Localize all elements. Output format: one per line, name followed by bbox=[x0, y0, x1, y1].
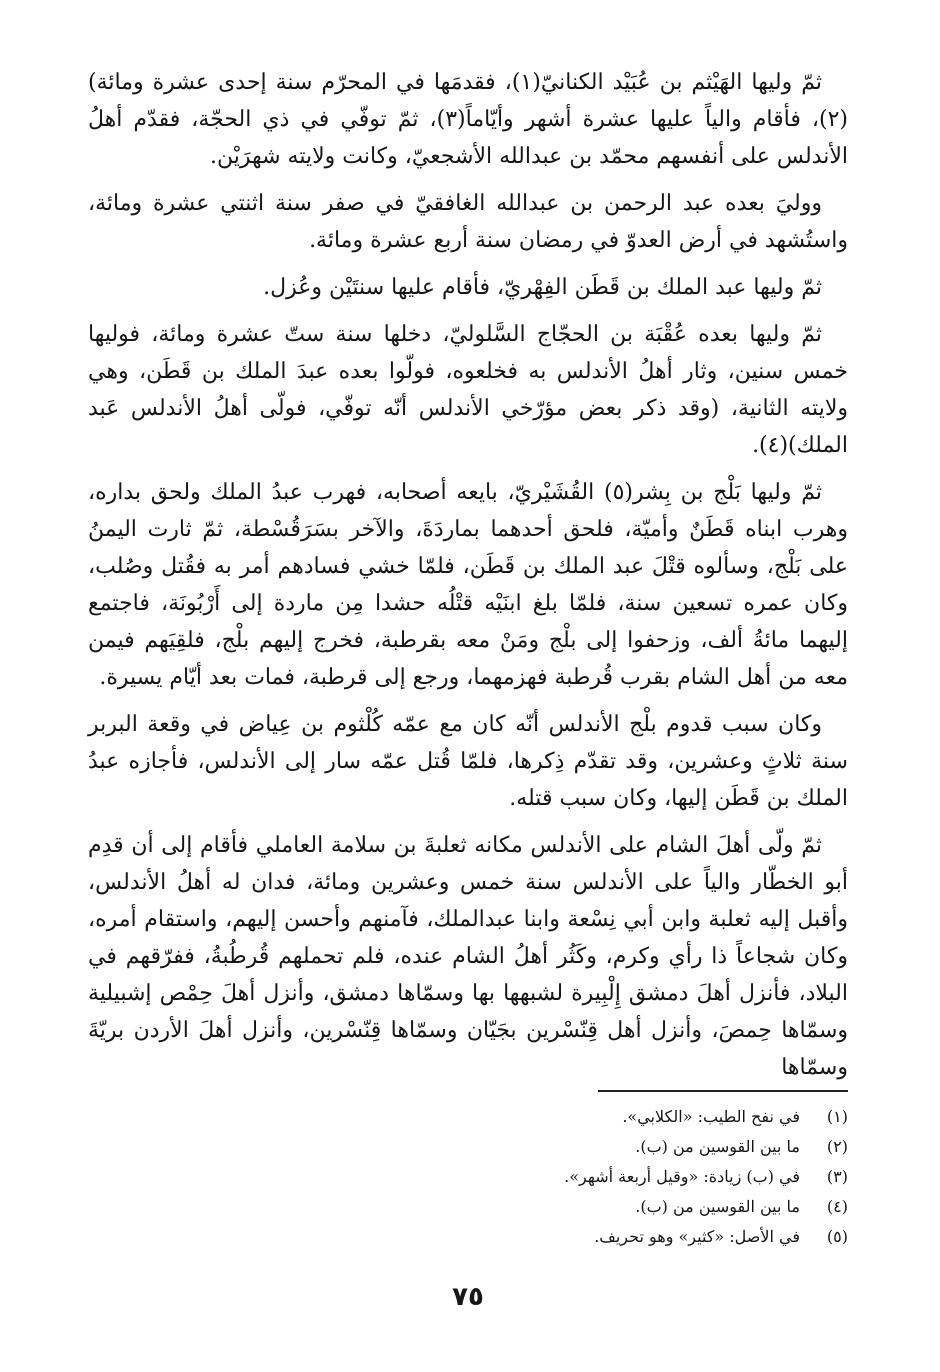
paragraph-1: ثمّ وليها الهَيْثم بن عُبَيْد الكنانيّ(١)، فقدمَها في المحرّم سنة إحدى عشرة ومائة)(٢)، فأقام والياً عليها عشرة أشهر وأيّاماً(٣)، ثمّ توفّي في ذي الحجّة، فقدّم أهلُ الأندلس على أنفسهم محمّد بن عبدالله الأشجعيّ، وكانت ولايته شهرَيْن. bbox=[88, 70, 848, 169]
footnote-text: في نفح الطيب: «الكلابي». bbox=[622, 1107, 800, 1126]
footnote-item bbox=[88, 1222, 848, 1252]
footnote-text: في الأصل: «كثير» وهو تحريف. bbox=[594, 1227, 800, 1246]
footnote-divider bbox=[598, 1090, 848, 1092]
footnote-number: (١) bbox=[826, 1107, 848, 1126]
footnote-item bbox=[88, 1102, 848, 1132]
footnote-number: (٢) bbox=[826, 1137, 848, 1156]
footnote-item bbox=[88, 1192, 848, 1222]
footnote-number: (٤) bbox=[826, 1197, 848, 1216]
paragraph-3: ثمّ وليها عبد الملك بن قَطَن الفِهْريّ، فأقام عليها سنتَيْن وعُزل. bbox=[263, 275, 822, 300]
paragraph-4: ثمّ وليها بعده عُقْبَة بن الحجّاج السَّلوليّ، دخلها سنة ستّ عشرة ومائة، فوليها خمس سنين، وثار أهلُ الأندلس به فخلعوه، فولّوا بعده عبدَ الملك بن قَطَن، وهي ولايته الثانية، (وقد ذكر بعض مؤرّخي الأندلس أنّه توفّي، فولّى أهلُ الأندلس عَبد الملك)(٤). bbox=[88, 322, 848, 458]
footnotes-list bbox=[88, 1102, 848, 1252]
footnote-item bbox=[88, 1132, 848, 1162]
page-number: ٧٥ bbox=[452, 1282, 484, 1312]
paragraph-2: ووليَ بعده عبد الرحمن بن عبدالله الغافقيّ في صفر سنة اثنتي عشرة ومائة، واستُشهد في أرض العدوّ في رمضان سنة أربع عشرة ومائة. bbox=[88, 191, 848, 253]
paragraph-5: ثمّ وليها بَلْج بن بِشر(٥) القُشَيْريّ، بايعه أصحابه، فهرب عبدُ الملك ولحق بداره، وهرب ابناه قَطَنٌ وأميّة، فلحق أحدهما بماردَةَ، والآخر بسَرَقُسْطة، ثمّ ثارت اليمنُ على بَلْج، وسألوه قتْلَ عبد الملك بن قَطَن، فلمّا خشي فسادهم أمر به فقُتل وصُلب، وكان عمره تسعين سنة، فلمّا بلغ ابنَيْه قتْلُه حشدا مِن ماردة إلى أَرْبُونَة، فاجتمع إليهما مائةُ ألف، وزحفوا إلى بلْج ومَنْ معه بقرطبة، فخرج إليهم بلْج، فلقِيَهم فيمن معه من أهل الشام بقرب قُرطبة فهزمهما، ورجع إلى قرطبة، فمات بعد أيّام يسيرة. bbox=[88, 480, 848, 690]
document-page bbox=[88, 64, 848, 1324]
footnote-number: (٥) bbox=[826, 1227, 848, 1246]
paragraph-6: وكان سبب قدوم بلْج الأندلس أنّه كان مع عمّه كُلْثوم بن عِياض في وقعة البربر سنة ثلاثٍ وعشرين، وقد تقدّم ذِكرها، فلمّا قُتل عمّه سار إلى الأندلس، فأجازه عبدُ الملك بن قَطَن إليها، وكان سبب قتله. bbox=[88, 712, 848, 811]
footnote-text: ما بين القوسين من (ب). bbox=[635, 1197, 800, 1216]
footnote-text: ما بين القوسين من (ب). bbox=[635, 1137, 800, 1156]
footnote-item bbox=[88, 1162, 848, 1192]
paragraph-7: ثمّ ولّى أهلَ الشام على الأندلس مكانه ثعلبةَ بن سلامة العاملي فأقام إلى أن قدِم أبو الخطّار والياً على الأندلس سنة خمس وعشرين ومائة، فدان له أهلُ الأندلس، وأقبل إليه ثعلبة وابن أبي نِسْعة وابنا عبدالملك، فآمنهم وأحسن إليهم، واستقام أمره، وكان شجاعاً ذا رأي وكرم، وكَثُر أهلُ الشام عنده، فلم تحملهم قُرطُبةُ، ففرّقهم في البلاد، فأنزل أهلَ دمشق إِلْبِيرة لشبهها بها وسمّاها دمشق، وأنزل أهلَ حِمْص إشبيلية وسمّاها حِمصَ، وأنزل أهل قِنّسْرين بجَيّان وسمّاها قِنّسْرين، وأنزل أهلَ الأردن بريّةَ وسمّاها bbox=[88, 833, 848, 1080]
footnote-number: (٣) bbox=[826, 1167, 848, 1186]
footnote-text: في (ب) زيادة: «وقيل أربعة أشهر». bbox=[564, 1167, 800, 1186]
